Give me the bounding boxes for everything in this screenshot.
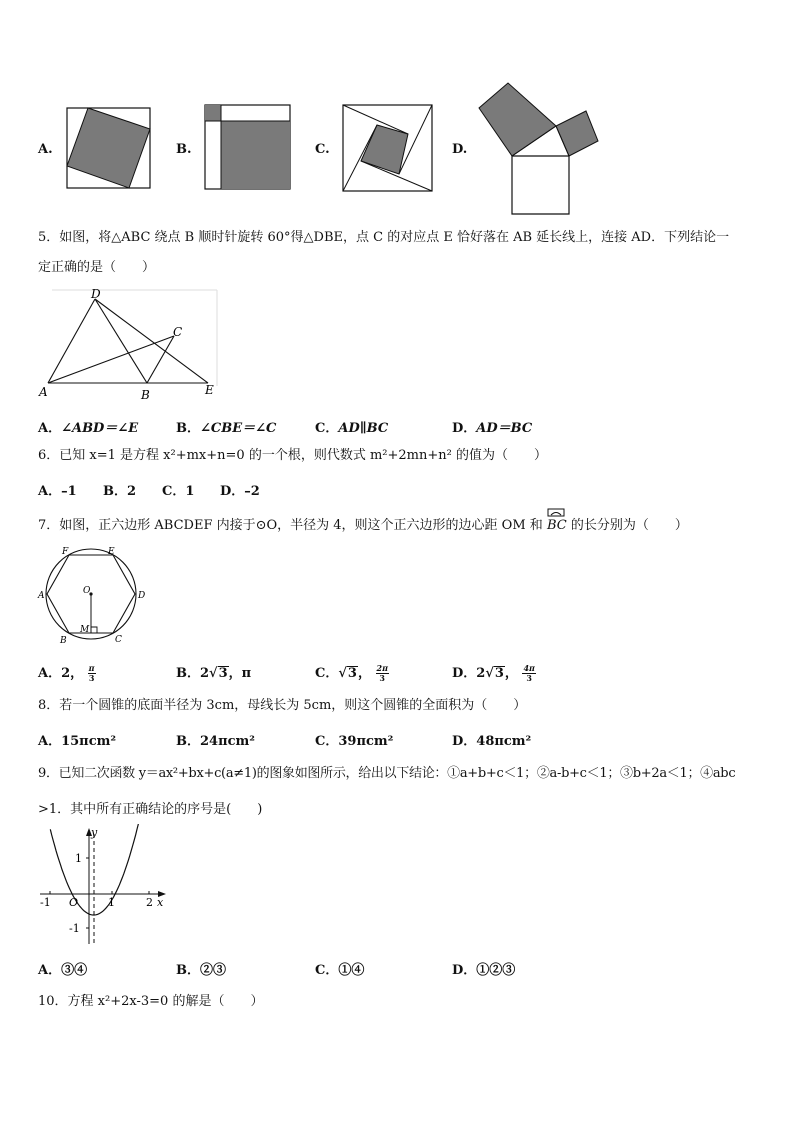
q5-figure (36, 286, 220, 402)
fraction: $\frac{\pi}{3}$ (88, 663, 95, 683)
q7-label-m: M (80, 625, 90, 635)
q7-stem: 7．如图，正六边形 ABCDEF 内接于⊙O，半径为 4，则这个正六边形的边心距 OM 和 BC 的长分别为（ ） (38, 518, 688, 534)
q9-label-1x: 1 (108, 896, 115, 909)
q9-option-c: C．①④ (315, 963, 365, 978)
q5-label-d: D (91, 287, 101, 301)
q9-option-b: B．②③ (176, 963, 227, 978)
q9-label-1y: 1 (75, 852, 82, 865)
q7-option-c: C．√3， $\frac{2\pi}{3}$ (315, 663, 388, 683)
q9-stem-line2: >1．其中所有正确结论的序号是( ) (38, 802, 263, 817)
q9-label-x: x (157, 896, 164, 909)
q6-option-a: A．–1 (38, 484, 77, 499)
q5-option-a: A．∠ABD＝∠E (38, 421, 139, 436)
q9-option-a: A．③④ (38, 963, 88, 978)
q8-stem: 8．若一个圆锥的底面半径为 3cm，母线长为 5cm，则这个圆锥的全面积为（ ） (38, 698, 527, 713)
q7-label-d: D (138, 591, 146, 601)
q7-arc-bc: BC (547, 518, 567, 534)
q4-figure-c (342, 104, 434, 192)
q6-option-c: C．1 (162, 484, 195, 499)
q5-label-e: E (205, 383, 214, 397)
q8-option-a: A．15πcm² (38, 734, 117, 749)
q5-option-c: C．AD∥BC (315, 421, 389, 436)
q6-option-b: B．2 (103, 484, 137, 499)
q8-option-c: C．39πcm² (315, 734, 394, 749)
q4-option-d-label: D. (452, 142, 468, 157)
q7-option-b: B．2√3，π (176, 666, 252, 681)
q5-option-b: B．∠CBE＝∠C (176, 421, 277, 436)
q5-stem-line1: 5．如图，将△ABC 绕点 B 顺时针旋转 60°得△DBE，点 C 的对应点 E 恰好落在 AB 延长线上，连接 AD．下列结论一 (38, 230, 730, 245)
q8-option-b: B．24πcm² (176, 734, 255, 749)
q5-label-c: C (173, 325, 183, 339)
q9-stem-line1: 9．已知二次函数 y＝ax²+bx+c(a≠1)的图象如图所示，给出以下结论：①a+b+c＜1；②a-b+c＜1；③b+2a＜1；④abc (38, 766, 736, 781)
q4-option-b-label: B. (176, 142, 192, 157)
q4-option-c-label: C. (315, 142, 330, 157)
q9-label-o: O (69, 896, 79, 909)
arc-symbol-icon (547, 508, 567, 518)
q7-label-f: F (62, 547, 69, 557)
q4-figure-b (204, 104, 292, 190)
q7-label-a: A (38, 591, 45, 601)
q9-label-neg1y: -1 (69, 922, 80, 935)
q7-option-d: D．2√3， $\frac{4\pi}{3}$ (452, 663, 535, 683)
q5-stem-line2: 定正确的是（ ） (38, 260, 156, 275)
q4-figure-a (66, 107, 152, 189)
q6-option-d: D．–2 (220, 484, 260, 499)
q4-option-a-label: A. (38, 142, 53, 157)
q6-stem: 6．已知 x=1 是方程 x²+mx+n=0 的一个根，则代数式 m²+2mn+n² 的值为（ ） (38, 448, 547, 463)
q7-figure (36, 543, 150, 647)
q8-option-d: D．48πcm² (452, 734, 532, 749)
q7-label-b: B (60, 636, 67, 646)
q9-figure (36, 824, 170, 948)
fraction: $\frac{2\pi}{3}$ (376, 663, 388, 683)
q7-label-e: E (108, 547, 115, 557)
q5-option-d: D．AD＝BC (452, 421, 533, 436)
q7-option-a: A．2， $\frac{\pi}{3}$ (38, 663, 95, 683)
sqrt-sign: √ (338, 666, 347, 681)
sqrt-sign: √ (485, 666, 494, 681)
q7-label-c: C (115, 635, 122, 645)
q9-label-y: y (91, 826, 98, 839)
q9-label-neg1x: -1 (40, 896, 51, 909)
sqrt-sign: √ (209, 666, 218, 681)
fraction: $\frac{4\pi}{3}$ (523, 663, 535, 683)
q5-label-b: B (141, 388, 150, 402)
q10-stem: 10．方程 x²+2x-3=0 的解是（ ） (38, 994, 264, 1009)
q9-label-2x: 2 (146, 896, 153, 909)
q4-figure-d (476, 80, 600, 216)
q9-option-d: D．①②③ (452, 963, 516, 978)
q5-label-a: A (39, 385, 48, 399)
q7-label-o: O (83, 586, 91, 596)
